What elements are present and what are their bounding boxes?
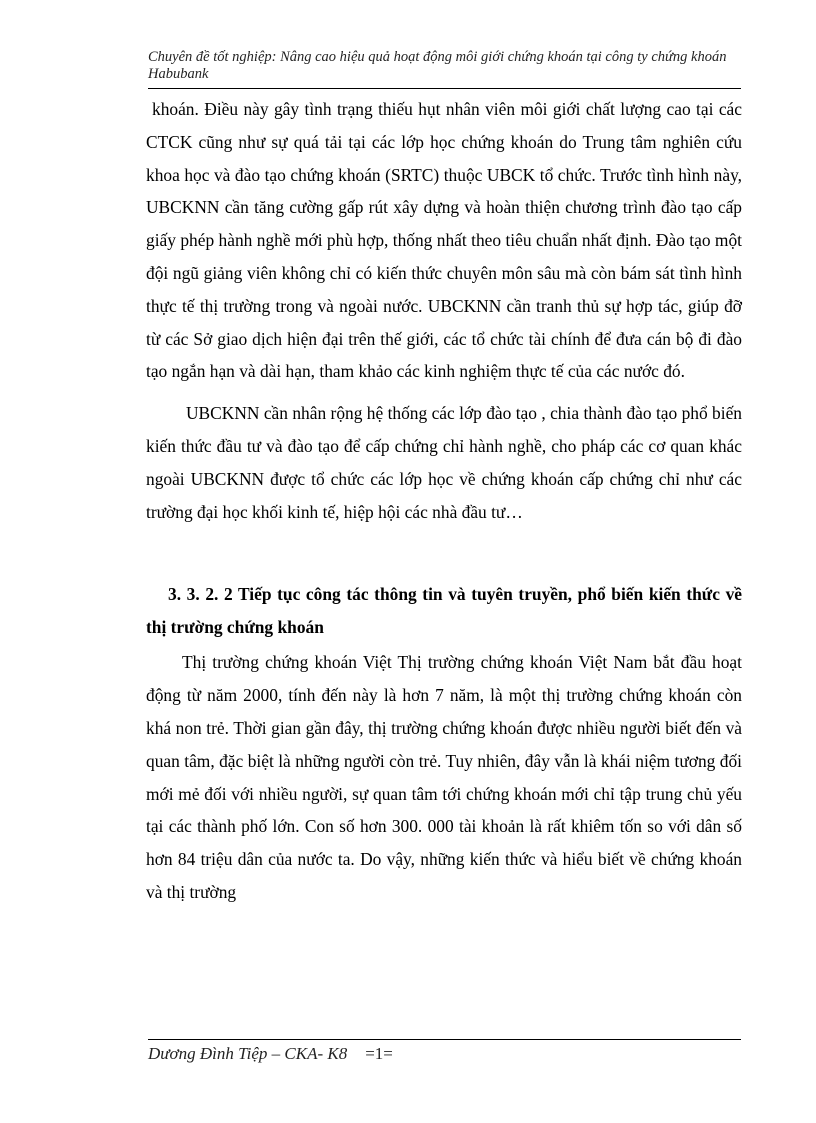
- page-footer: [148, 1044, 393, 1064]
- footer-author: Dương Đình Tiệp – CKA- K8: [148, 1044, 348, 1063]
- page-header: Chuyên đề tốt nghiệp: Nâng cao hiệu quả hoạt động môi giới chứng khoán tại công ty chứng khoán Habubank: [148, 49, 727, 82]
- header-divider: [148, 88, 741, 89]
- paragraph-1: khoán. Điều này gây tình trạng thiếu hụt nhân viên môi giới chất lượng cao tại các CTCK cũng như sự quá tải tại các lớp học chứng khoán do Trung tâm nghiên cứu khoa học và đào tạo chứng khoán (SRTC) thuộc UBCK tổ chức. Trước tình hình này, UBCKNN cần tăng cường gấp rút xây dựng và hoàn thiện chương trình đào tạo cấp giấy phép hành nghề mới phù hợp, thống nhất theo tiêu chuẩn nhất định. Đào tạo một đội ngũ giảng viên không chỉ có kiến thức chuyên môn sâu mà còn bám sát tình hình thực tế thị trường trong và ngoài nước. UBCKNN cần tranh thủ sự hợp tác, giúp đỡ từ các Sở giao dịch hiện đại trên thế giới, các tổ chức tài chính để đưa cán bộ đi đào tạo ngắn hạn và dài hạn, tham khảo các kinh nghiệm thực tế của các nước đó.: [146, 99, 742, 382]
- section-heading: 3. 3. 2. 2 Tiếp tục công tác thông tin và tuyên truyền, phổ biến kiến thức về thị trường chứng khoán: [146, 584, 742, 638]
- footer-divider: [148, 1039, 741, 1040]
- paragraph-2: UBCKNN cần nhân rộng hệ thống các lớp đào tạo , chia thành đào tạo phổ biến kiến thức đầu tư và đào tạo để cấp chứng chỉ hành nghề, cho pháp các cơ quan khác ngoài UBCKNN được tổ chức các lớp học về chứng khoán cấp chứng chỉ như các trường đại học khối kinh tế, hiệp hội các nhà đầu tư…: [146, 403, 742, 522]
- document-body: [146, 93, 742, 909]
- paragraph-3: Thị trường chứng khoán Việt Thị trường chứng khoán Việt Nam bắt đầu hoạt động từ năm 2000, tính đến này là hơn 7 năm, là một thị trường chứng khoán còn khá non trẻ. Thời gian gần đây, thị trường chứng khoán được nhiều người biết đến và quan tâm, đặc biệt là những người còn trẻ. Tuy nhiên, đây vẫn là khái niệm tương đối mới mẻ đối với nhiều người, sự quan tâm tới chứng khoán mới chỉ tập trung chủ yếu tại các thành phố lớn. Con số hơn 300. 000 tài khoản là rất khiêm tốn so với dân số hơn 84 triệu dân của nước ta. Do vậy, những kiến thức và hiểu biết về chứng khoán và thị trường: [146, 652, 742, 902]
- page-number: =1=: [365, 1044, 393, 1063]
